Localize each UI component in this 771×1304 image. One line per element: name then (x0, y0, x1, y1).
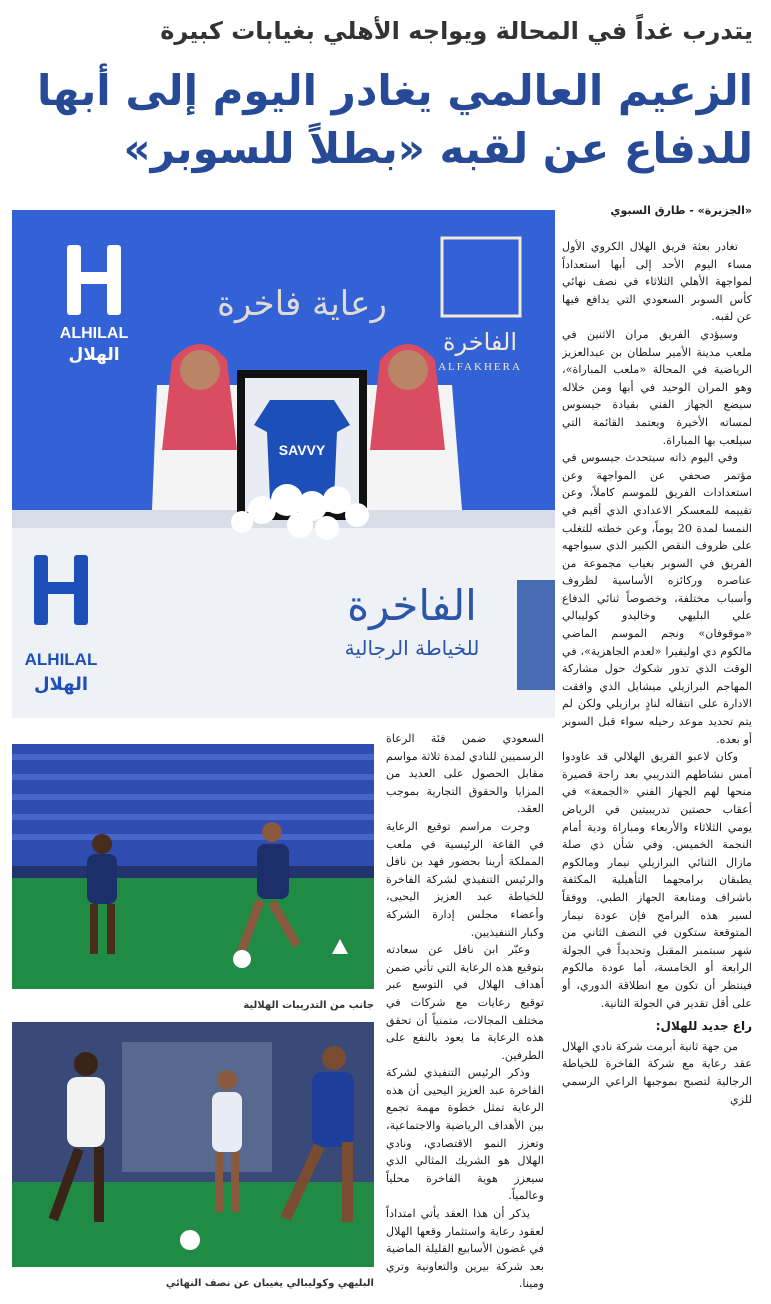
article-headline: الزعيم العالمي يغادر اليوم إلى أبها للدفاع عن لقبه «بطلاً للسوبر» (37, 66, 753, 173)
body-paragraph: يذكر أن هذا العقد يأتي امتداداً لعقود رعاية واستثمار وقعها الهلال في غضون الأسابيع القليلة الماضية بعد شركة بيرين والتعاونية وتري ومينا. (386, 1207, 544, 1291)
alhilal-ar-backdrop: الهلال (68, 345, 120, 365)
training-photo-2-caption: البليهي وكوليبالي يغيبان عن نصف النهائي (165, 1278, 374, 1289)
alfakhera-ar-table: الفاخرة (347, 581, 477, 630)
alhilal-text-backdrop: ALHILAL (59, 325, 129, 342)
training-photo-2 (12, 1022, 374, 1267)
alhilal-ar-table: الهلال (33, 674, 89, 695)
body-paragraph: وجرت مراسم توقيع الرعاية في القاعة الرئيسية في ملعب المملكة أرينا بحضور فهد بن نافل والرئيس التنفيذي لشركة الفاخرة للخياطة عبد العزيز اليحيى، وأعضاء مجلس إدارة الشركة وكبار التنفيذيين. (386, 819, 544, 939)
article-body-right-column (562, 238, 752, 1300)
body-paragraph: وفي اليوم ذاته سيتحدث جيسوس في مؤتمر صحفي عن المواجهة وعن استعدادات الفريق للموسم كاملاً، وعن تقييمه للمعسكر الاعدادي الذي أقيم في النمسا لمدة 20 يوماً، وعن خطته للتغلب على ظروف النقص الكبير الذي سيواجهه الفريق في السوبر بغياب مجموعة من عناصره وركائزه الأساسية لظروف وأسباب مختلفة، وخصوصاً ثنائي الدفاع علي البليهي وخاليدو كوليبالي «موقوفان» ونجم الموسم الماضي مالكوم دي اوليفيرا «لعدم الجاهزية»، في الوقت الذي تدور شكوك حول مشاركة المهاجم البرازيلي ميشايل الذي وافقت الادارة على انتقاله لنادٍ برازيلي ولكن لم يتم تحديد موعد رحيله سواء قبل السوبر أو بعده. (562, 451, 752, 746)
football (180, 1230, 200, 1250)
body-paragraph: من جهة ثانية أبرمت شركة نادي الهلال عقد رعاية مع شركة الفاخرة للخياطة الرجالية لتصبح بموجبها الراعي الرسمي للزي (562, 1039, 752, 1106)
article-body-middle-column (386, 730, 544, 1300)
article-kicker: يتدرب غداً في المحالة ويواجه الأهلي بغيابات كبيرة (160, 17, 753, 45)
training-photo-1 (12, 744, 374, 989)
body-paragraph: تغادر بعثة فريق الهلال الكروي الأول مساء اليوم الأحد إلى أبها استعداداً لمواجهة الأهلي الثلاثاء في نصف نهائي كأس السوبر السعودي التي يدافع فيها عن لقبه. (562, 240, 752, 324)
body-paragraph: وذكر الرئيس التنفيذي لشركة الفاخرة عبد العزيز اليحيى أن هذه الرعاية تمثل خطوة مهمة تجمع بين الأهداف الرياضية والاجتماعية، وتعزز النمو الاقتصادي، ونادي الهلال هو الشريك المثالي الذي سيعزز هوية الفاخرة محلياً وعالمياً. (386, 1066, 544, 1203)
body-paragraph: وكان لاعبو الفريق الهلالي قد عاودوا أمس نشاطهم التدريبي بعد راحة قصيرة منحها لهم الجهاز الفني «الجمعة» في أعقاب حصتين تدريبيتين في الرياض يومي الثلاثاء والأربعاء ومباراة ودية أمام النجمة الخميس. وفي شأن ذي صلة مازال الثنائي البرازيلي نيمار ومالكوم يطبقان برامجهما التأهيلية المكثفة باشراف ومتابعة الجهاز الطبي. ووفقاً لسير هذه البرامج فإن عودة نيمار المتوقعة ستكون في النصف الثاني من شهر سبتمبر المقبل وتحديداً في الجولة الرابعة أو الخامسة، أما عودة مالكوم فينتظر أن تكون مع انطلاقة الدوري، أو على أقل تقدير في الجولة الثانية. (562, 750, 752, 1010)
body-paragraph: وعبّر ابن نافل عن سعادته بتوقيع هذه الرعاية التي تأتي ضمن أهداف الهلال في التوسع عبر توقيع رعايات مع شركات في مختلف المجالات، متمنياً أن تحقق هذه الرعاية ما يعود بالنفع على الطرفين. (386, 943, 544, 1062)
alfakhera-en-backdrop: ALFAKHERA (438, 361, 522, 373)
body-paragraph: السعودي ضمن فئة الرعاة الرسميين للنادي لمدة ثلاثة مواسم مقابل الحصول على العديد من المزايا والحقوق التجارية بموجب العقد. (386, 732, 544, 816)
sponsor-calligraphy: رعاية فاخرة (217, 284, 387, 324)
article-byline: «الجزيرة» - طارق السبوي (610, 204, 752, 217)
sponsorship-signing-photo (12, 210, 555, 718)
football (233, 950, 251, 968)
alfakhera-tagline-table: للخياطة الرجالية (344, 636, 480, 660)
alfakhera-ar-backdrop: الفاخرة (442, 328, 518, 356)
body-paragraph: وسيؤدي الفريق مران الاثنين في ملعب مدينة الأمير سلطان بن عبدالعزيز الرياضية في المحالة «ملعب المباراة»، وهو المران الوحيد في أبها ومن خلاله سيضع الجهاز الفني بقيادة جيسوس لمساته الأخيرة ويعتمد القائمة التي سيلعب بها المباراة. (562, 327, 752, 447)
jersey-sponsor-text: SAVVY (278, 442, 326, 458)
alhilal-text-table: ALHILAL (24, 650, 98, 669)
training-photo-1-caption: جانب من التدريبات الهلالية (243, 1000, 374, 1011)
section-subhead: راع جديد للهلال: (655, 1019, 752, 1034)
